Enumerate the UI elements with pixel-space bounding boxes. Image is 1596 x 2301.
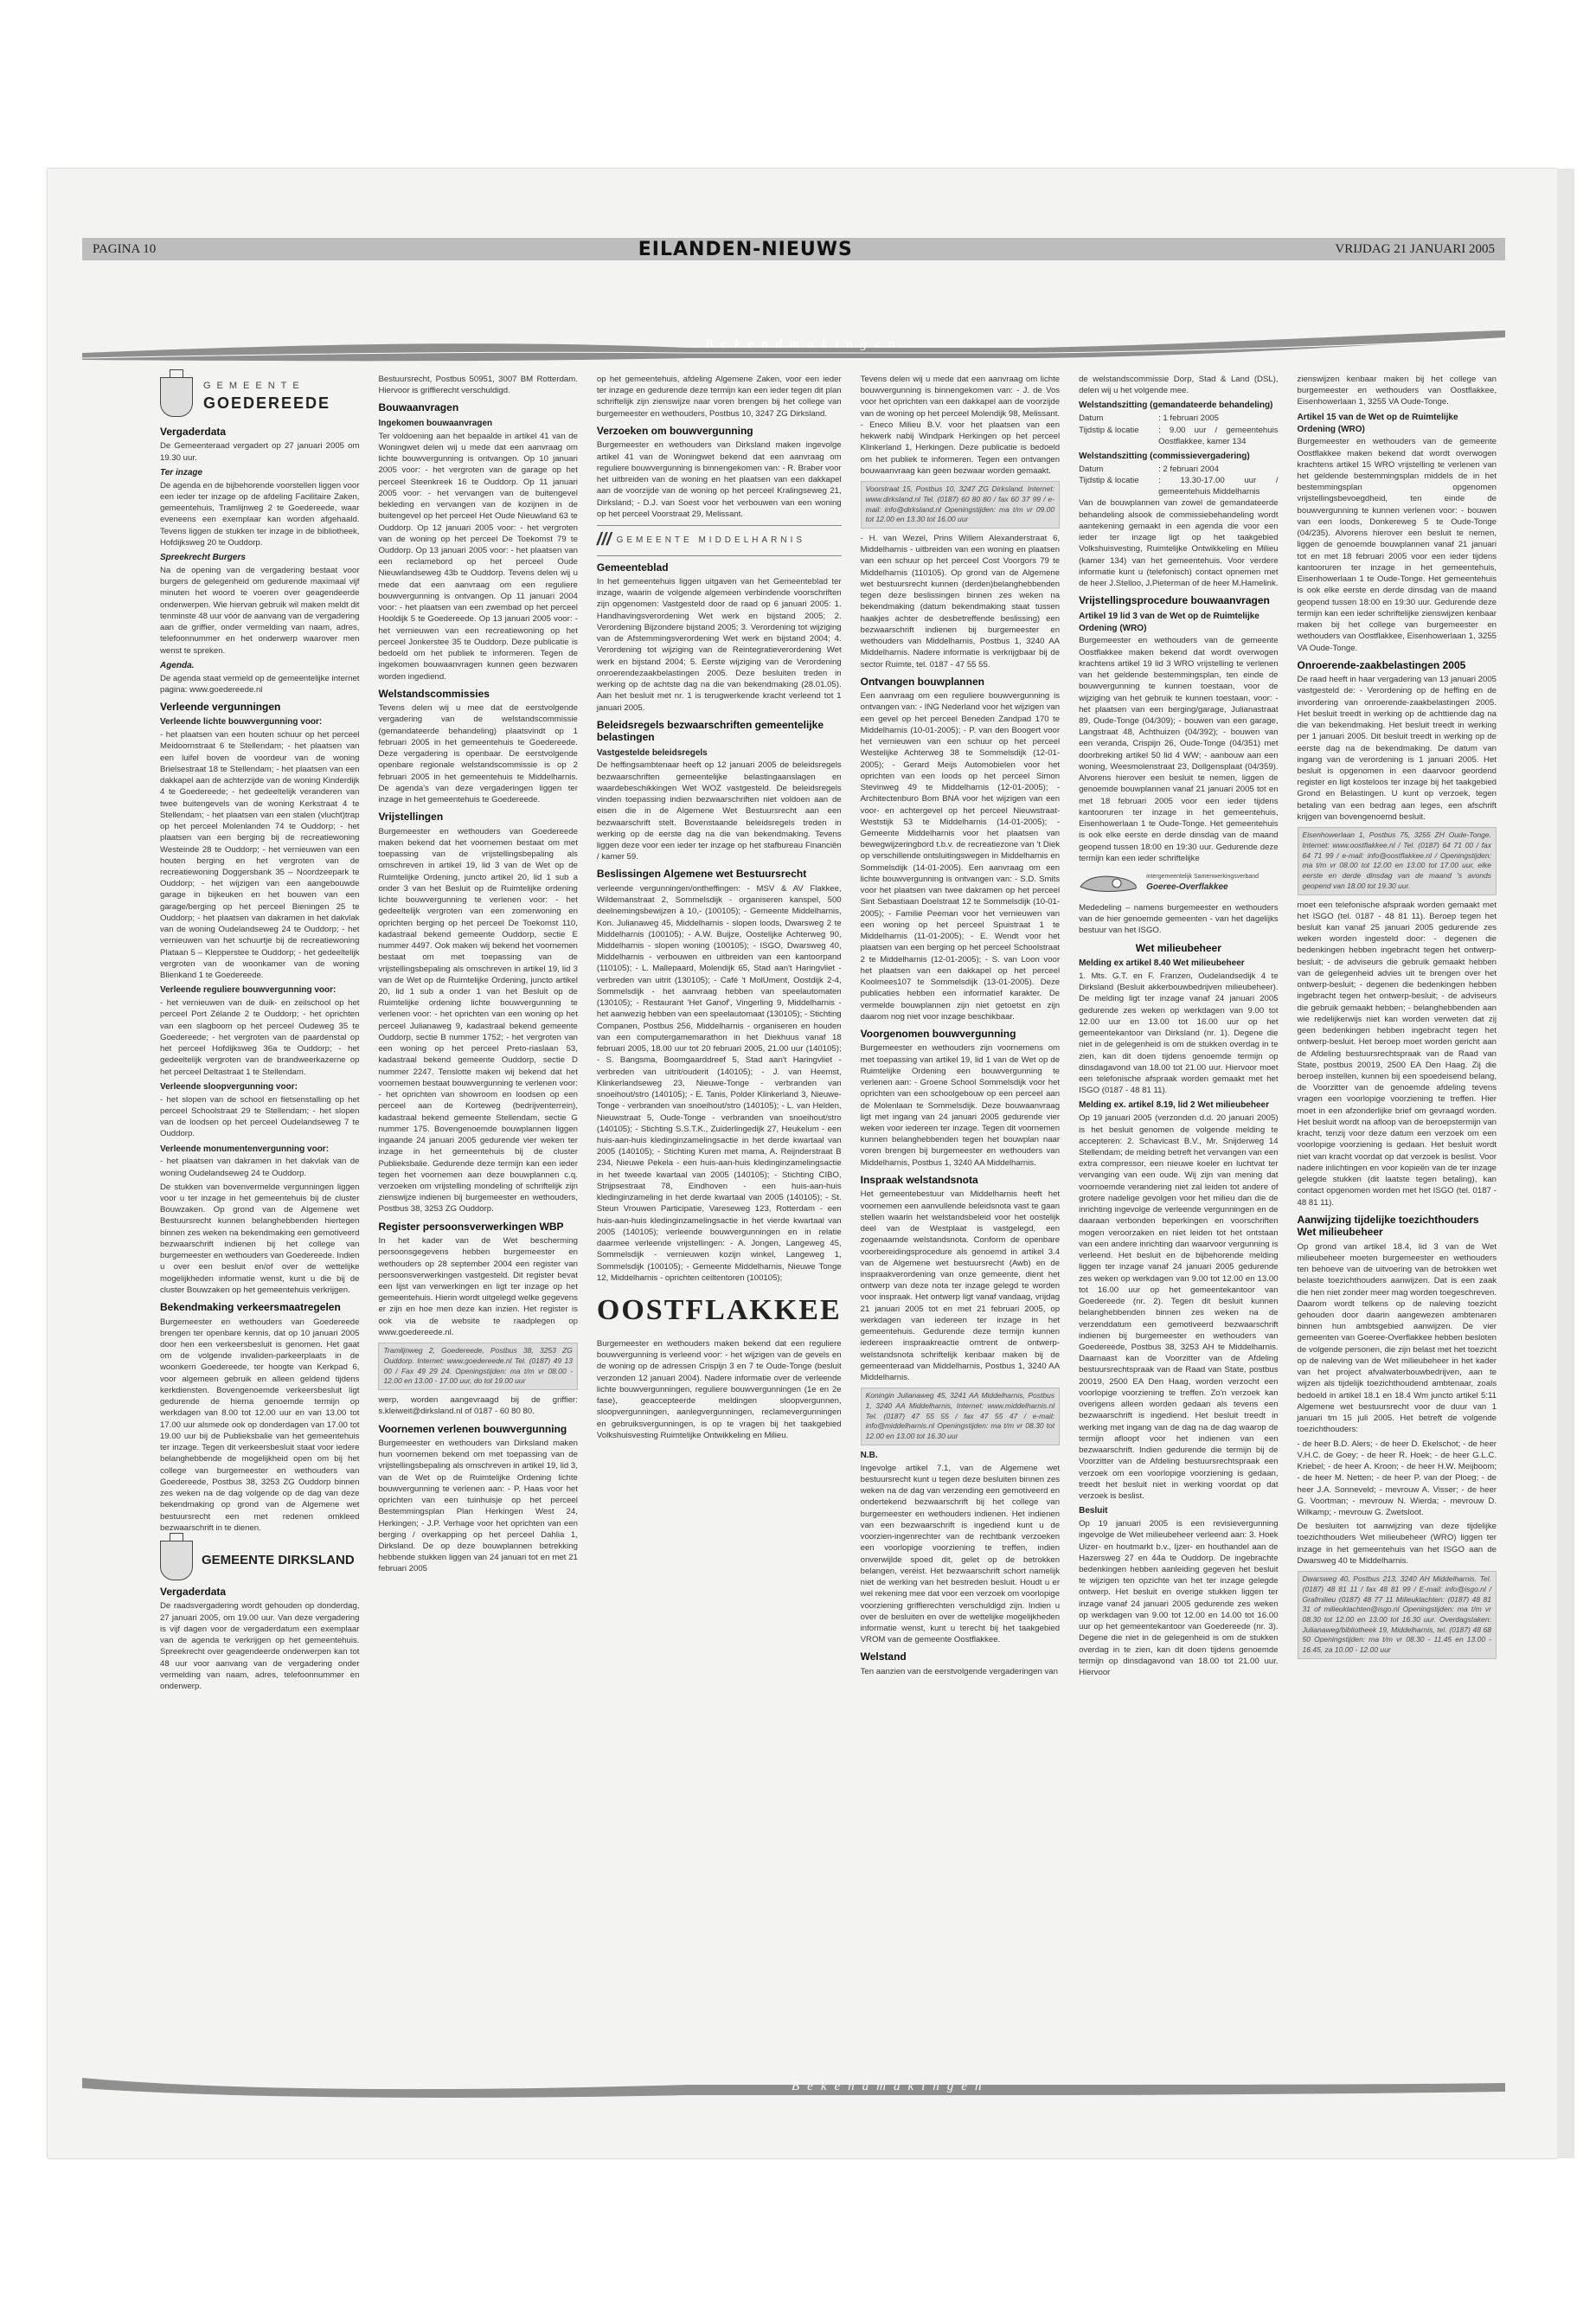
band-title: Bekendmakingen xyxy=(792,2080,990,2093)
paragraph: De besluiten tot aanwijzing van deze tijdelijke toezichthouders Wet milieubeheer (WRO) liggen ter inzage in het gemeentehuis van het ISGO aan de Dwarsweg 40 te Middelharnis. xyxy=(1297,1522,1497,1566)
label: Tijdstip & locatie xyxy=(1079,425,1139,435)
heading: Gemeenteblad xyxy=(596,561,669,574)
paragraph: Burgemeester en wethouders van Goedereede maken bekend dat het voornemen bestaat om met toepassing van de vrijstellingsbepaling als omschreven in artikel 19, lid 3 van de Wet op de Ruimtelijke Ordening, juncto artikel 20, lid 1 sub a onder 3 van het Besluit op de Ruimtelijke ordening lichte bouwvergunning te verlenen voor: - het gedeeltelijk vergroten van een zomerwoning en oprichten berging op het perceel De Toekomst 110, kadastraal bekend gemeente Ouddorp, sectie E nummer 4497. Ook maken wij bekend het voornemen bestaat om met toepassing van de vrijstellingsbepaling als omschreven in artikel 19, lid 3 van de Wet op de Ruimtelijke Ordening, juncto artikel 20, lid 1 sub a onder 1 van het Besluit op de Ruimtelijke ordening lichte bouwvergunning te verlenen voor: - het oprichten van een woning op het perceel Julianaweg 9, kadastraal bekend gemeente Ouddorp, sectie B nummer 1752; - het vergroten van een woning op het perceel Preto-riaslaan 53, kadastraal bekend gemeente Ouddorp, sectie D nummer 2247. Tenslotte maken wij bekend dat het voornemen bestaat bouwvergunning te verlenen voor: - het oprichten van showroom en loodsen op een perceel aan de Korteweg (bedrijventerrein), kadastraal bekend gemeente Stellendam, sectie G nummer 175. Bovengenoemde bouwplannen liggen ingaande 24 januari 2005 gedurende vier weken ter inzage in het gemeentehuis bij de cluster Publieksbalie. Gedurende deze termijn kan een ieder tegen het voornemen aan deze bouwplannen c.q. verzoeken om vrijstelling mondeling of schriftelijk zijn zienswijze indienen bij burgemeester en wethouders, Postbus 38, 3253 ZG Ouddorp. xyxy=(378,826,578,1215)
heading: Verzoeken om bouwvergunning xyxy=(596,424,753,437)
heading: Beleidsregels bezwaarschriften gemeentelijke belastingen xyxy=(596,718,824,744)
paragraph: De stukken van bovenvermelde vergunningen liggen voor u ter inzage in het gemeentehuis bij de cluster Bouwzaken. Op grond van de Algemene wet Bestuursrecht kunnen belanghebbenden hiertegen binnen zes weken na bekendmaking een gemotiveerd bezwaarschrift indienen bij het college van burgemeester en wethouders van Goedereede. Indien u over een besluit en/of over de wettelijke mogelijkheden informatie wenst, kunt u die bij de cluster Bouwzaken op het gemeentehuis verkrijgen. xyxy=(160,1182,360,1295)
column-6 xyxy=(1298,374,1497,2052)
paragraph: op het gemeentehuis, afdeling Algemene Zaken, voor een ieder ter inzage en gedurende deze termijn kan een ieder tegen dit plan schriftelijk zijn zienswijze naar voren brengen bij het college van burgemeester en wethouders, Postbus 10, 3247 ZG Dirksland. xyxy=(596,375,842,419)
isgo-subtitle: intergemeentelijk Samenwerkingsverband xyxy=(1146,874,1259,881)
paragraph: Burgemeester en wethouders maken bekend dat een reguliere bouwvergunning is verleend voor: - het wijzigen van de gevels en de woning op de adressen Crispijn 3 en 7 te Oude-Tonge (besluit verzonden 12 januari 2004). Nadere informatie over de verleende lichte bouwvergunningen, reguliere bouwvergunningen (1e en 2e fase), geaccepteerde meldingen sloopvergunnen, sloopvergunningen, aanlegvergunningen, reclamevergunningen en gebruiksvergunningen, is op te vragen bij het taakgebied Volkshuisvesting Ruimtelijke Ontwikkeling en Milieu. xyxy=(596,1338,842,1440)
middelharnis-logo xyxy=(597,525,842,556)
heading: Bouwaanvragen xyxy=(378,401,459,414)
column-3 xyxy=(597,374,842,2052)
column-2 xyxy=(378,374,577,2052)
column-4 xyxy=(861,374,1060,2052)
isgo-logo xyxy=(1079,871,1278,895)
paragraph: Het gemeentebestuur van Middelharnis heeft het voornemen een aanvullende beleidsnota vast te gaan stellen waarin het welstandsbeleid voor het oostelijk deel van de Westplaat is vastgelegd, een zogenaamde welstandsnota. Conform de openbare voorbereidingsprocedure als genoemd in artikel 3.4 van de Algemene wet bestuursrecht (Awb) en de inspraakverordening van onze gemeente, dient het ontwerp van deze nota ter inzage gelegd te worden voor inspraak. Het ontwerp ligt vanaf vandaag, vrijdag 21 januari 2005 tot en met 21 februari 2005, op werkdagen van iedereen ter inzage in het gemeentehuis. Gedurende deze termijn kunnen iedereen inspraakreactie omtrent de ontwerp-welstandsnota schriftelijk kenbaar maken bij de gemeenteraad van Middelharnis, Postbus 1, 3240 AA Middelharnis. xyxy=(860,1189,1061,1383)
paragraph: Ingevolge artikel 7.1, van de Algemene wet bestuursrecht kunt u tegen deze besluiten binnen zes weken na de dag van verzending een gemotiveerd en ondertekend bezwaarschrift bij het college van burgemeester en wethouders indienen. Het indienen van een bezwaarschrift is ingediend kunt u de voorzien-ingenrechter van de rechtbank verzoeken een voorlopige voorziening te treffen, indien onverwijlde spoed dit, gelet op de betrokken belangen, vereist. Het bezwaarschrift schort namelijk niet de werking van het bestreden besluit. Houdt u er wel rekening mee dat voor een verzoek om voorlopige voorziening griffierechten verschuldigd zijn. Indien u over de besluiten en over de wettelijke mogelijkheden informatie wenst, kunt u terecht bij het taakgebied VROM van de gemeente Oostflakkee. xyxy=(860,1463,1061,1645)
heading: Aanwijzing tijdelijke toezichthouders Wet milieubeheer xyxy=(1297,1213,1479,1239)
paragraph: In het kader van de Wet bescherming persoonsgegevens hebben burgemeester en wethouders op 28 september 2004 een register van persoonsverwerkingen vastgesteld. Dit register bevat een lijst van verwerkingen en ligt ter inzage op het gemeentehuis. Hierin wordt uitgelegd welke gegevens er zijn en hoe men deze kan inzien. Het register is ook via de website te raadplegen op www.goedereede.nl. xyxy=(378,1236,578,1337)
paragraph: Burgemeester en wethouders van Dirksland maken ingevolge artikel 41 van de Woningwet bekend dat een aanvraag om reguliere bouwvergunning is binnengekomen van: - R. Braber voor het uitbreiden van de woning en het plaatsen van een dakkapel aan de voorzijde van de woning op het perceel Kralingseweg 21, Dirksland; - D.J. van Soest voor het verbouwen van een woning op het perceel Voorstraat 29, Melissant. xyxy=(596,440,842,519)
next-page-edge xyxy=(1557,169,1574,2158)
heading: Vrijstellingen xyxy=(378,811,444,824)
band-title: Bekendmakingen xyxy=(705,337,903,351)
value: : 13.30-17.00 uur / gemeentehuis Middelharnis xyxy=(1158,476,1279,497)
subheading: Welstandszitting (commissievergadering) xyxy=(1079,451,1250,461)
oostflakkee-logo xyxy=(597,1291,842,1331)
subheading: Verleende lichte bouwvergunning voor: xyxy=(160,717,323,727)
address-box: Eisenhowerlaan 1, Postbus 75, 3255 ZH Oude-Tonge. Internet: www.oostflakkee.nl / Tel. (0187) 64 71 00 / fax 64 71 99 / e-mail: info@oostflakkee.nl / Openingstijden: ma t/m vr 08.00 tot 12.00 en 13.00 tot 17.00 uur, elke eerste en derde dinsdag van de maand 's avonds geopend van 18.00 tot 19.30 uur. xyxy=(1298,827,1497,894)
subheading: Artikel 19 lid 3 van de Wet op de Ruimtelijke Ordening (WRO) xyxy=(1079,611,1259,633)
paragraph: Tevens delen wij u mede dat een aanvraag om lichte bouwvergunning is binnengekomen van: - J. de Vos voor het oprichten van een dakkapel aan de voorzijde van de woning op het perceel Molendijk 98, Melissant. - Eneco Milieu B.V. voor het plaatsen van een hekwerk nabij Windpark Herkingen op het perceel Klinkerland 1, Herkingen. Deze publicatie is bedoeld om het publiek te informeren. Tegen een ontvangen bouwaanvraag kan geen bezwaar worden gemaakt. xyxy=(860,375,1061,476)
subheading: Besluit xyxy=(1079,1506,1108,1516)
paragraph: - het vernieuwen van de duik- en zeilschool op het perceel Port Zélande 2 te Ouddorp; - het oprichten van een slagboom op het perceel Oudeweg 35 te Goedereede; - het vergroten van de paardenstal op het perceel Hofdijksweg 36a te Ouddorp; - het gedeeltelijk vergroten van de brandweerkazerne op het perceel Deltastraat 1 te Stellendam. xyxy=(160,998,360,1077)
heading: Register persoonsverwerkingen WBP xyxy=(378,1220,564,1233)
page-header xyxy=(82,238,1505,260)
subheading: Agenda. xyxy=(160,660,195,670)
subheading: Artikel 15 van de Wet op de Ruimtelijke Ordening (WRO) xyxy=(1297,412,1458,434)
paragraph: Burgemeester en wethouders van Dirksland maken hun voornemen bekend om met toepassing van de vrijstellingsbepaling als omschreven in artikel 19, lid 3, van de Wet op de Ruimtelijke Ordening lichte bouwvergunning te verlenen aan: - P. Haas voor het oprichten van een tuinhuisje op het perceel Bestemmingsplan Plan Herkingen West 24, Herkingen; - J.P. Verhage voor het oprichten van een berging / overkapping op het perceel Dahlia 1, Dirksland. De op deze bouwplannen betrekking hebbende stukken liggen van 24 januari tot en met 21 februari 2005 xyxy=(378,1438,578,1574)
label: Datum xyxy=(1079,413,1104,424)
subheading: Melding ex artikel 8.40 Wet milieubeheer xyxy=(1079,958,1245,969)
bekendmakingen-band-bottom xyxy=(82,2059,1505,2100)
crest-icon xyxy=(160,377,193,417)
paragraph: Burgemeester en wethouders van de gemeente Oostflakkee maken bekend dat wordt overwogen krachtens artikel 19 lid 3 WRO vrijstelling te verlenen van het geldende bestemmingsplan, ten einde de bouwvergunning te kunnen toestaan, voor de wijziging van het gebruik te kunnen toestaan, voor: - het plaatsen van een berging/garage, Julianastraat 89, Oude-Tonge (04/309); - bouwen van een garage, Langstraat 48, Achthuizen (04/392); - bouwen van een veranda, Crispijn 26, Oude-Tonge (04/351) met doorbreking artikel 50 lid 4 WW; - aanbouw aan een woning, Weesmolenstraat 23, Dollgensplaat (04/359). Alvorens hierover een besluit te nemen, liggen de genoemde bouwplannen vanaf 21 januari 2005 tot en met 18 februari 2005 voor een ieder tijdens kantooruren ter inzage in het gemeentehuis, Eisenhowerlaan 1 te Oude-Tonge. Het gemeentehuis is ook elke eerste en derde dinsdag van de maand geopend tussen 18:00 en 19:30 uur. Gedurende deze termijn kan een ieder schriftelijke xyxy=(1079,636,1279,863)
heading: Onroerende-zaakbelastingen 2005 xyxy=(1297,658,1466,671)
logo-big-text: GOEDEREEDE xyxy=(203,394,331,413)
island-map-icon xyxy=(1079,871,1139,895)
logo-small-text: GEMEENTE xyxy=(203,381,305,391)
paragraph: De agenda en de bijbehorende voorstellen liggen voor een ieder ter inzage op de afdeling Facilitaire Zaken, gemeentehuis, Tramlijnweg 2 te Goedereede, waar eveneens een exemplaar kan worden afgehaald. Tevens liggen de stukken ter inzage in de bibliotheek, Hofdijksweg 20 te Ouddorp. xyxy=(160,480,360,548)
paragraph: Burgemeester en wethouders van de gemeente Oostflakkee maken bekend dat wordt overwogen krachtens artikel 15 WRO vrijstelling te verlenen van het geldende bestemmingsplan middels de in het bestemmingsplan opgenomen vrijstellingsbevoegdheid, ten einde de bouwvergunning te kunnen verlenen voor: - bouwen van een loods, Donkereweg 5 te Oude-Tonge (04/235). Alvorens hierover een besluit te nemen, liggen de genoemde bouwplannen vanaf 21 januari tot en met 18 februari 2005 voor een ieder tijdens kantooruren ter inzage in het gemeentehuis, Eisenhowerlaan 1 te Oude-Tonge. Het gemeentehuis is ook elke eerste en derde dinsdag van de maand geopend tussen 18:00 en 19:30 uur. Gedurende deze termijn kan een ieder schriftelijke zienswijzen kenbaar maken bij het college van burgemeester en wethouders van Oostflakkee, Eisenhowerlaan 1, 3255 VA Oude-Tonge. xyxy=(1297,437,1497,653)
paragraph: verleende vergunningen/ontheffingen: - MSV & AV Flakkee, Wildemanstraat 2, Sommelsdijk - organiseren kanspel, 500 deelnemingsbewijzen à 10,- (100105); - Gemeente Middelharnis, Kon. Julianaweg 45, Middelharnis - slopen loods, Dwarsweg 2 te Middelharnis (100105); - A.W. Buijze, Oostelijke Achterweg 90, Middelharnis - slopen woning (100105); - ISGO, Dwarsweg 40, Middelharnis - verbouwen en uitbreiden van een kantoorpand (110105); - L. Mallepaard, Molendijk 65, Stad aan't Haringvliet - verbreden van uitrit (130105); - Café 't MolUment, Oostdijk 2-4, Sommelsdijk - het aanvraag hebben van speelautomaten (130105); - Restaurant 'Het Ganof', Vingerling 9, Middelharnis - het aanwezig hebben van een speelautomaat (130105); - Stichting Companen, Postbus 256, Middelharnis - organiseren en houden van een computergamemarathon in het Diekhuus vanaf 18 februari 2005, 18.00 uur tot 20 februari 2005, 21.00 uur (140105); - S. Bangsma, Boomgaarddreef 5, Stad aan't Haringvliet - verbreden van uitrit/ouderit (140105); - J. van Heemst, Klinkerlandseweg 23, Nieuwe-Tonge - verbranden van snoeihout/stro (140105); - E. Tanis, Polder Klinkerland 3, Nieuwe-Tonge - verbranden van snoeihout/stro (140105); - L. van Helden, Nieuwstraat 5, Oude-Tonge - verbranden van snoeihout/stro (140105); - Stichting S.S.T.K., Zuiderlingedijk 27, Heukelum - een huis-aan-huis kledinginzamelingsactie in het derde kwartaal van 2005 (140105); - Stichting Kuren met mama, A. Reijnderstraat B 234, Nieuwe Pekela - een huis-aan-huis kledinginzamelingsactie in het tweede kwartaal van 2005 (140105); - Stichting CIBO, Strijpsestraat 78, Eindhoven - een huis-aan-huis kledinginzameling in het derde kwartaal van 2005 (140105); - St. Steun Vrouwen Participatie, Vareseweg 123, Rotterdam - een huis-aan-huis kledinginzamelingsactie in het vierde kwartaal van 2005 (140105); verleende bouwvergunningen en in relatie daarmee verleende vrijstellingen: - A. Jongen, Langeweg 45, Sommelsdijk - vernieuwen kozijn winkel, Langeweg 1, Sommelsdijk (100105); - Gemeente Middelharnis, Nieuwe Tonge 12, Middelharnis - oprichten ceiltentoren (100105); xyxy=(596,883,842,1283)
label: Tijdstip & locatie xyxy=(1079,476,1139,485)
middelharnis-name: GEMEENTE MIDDELHARNIS xyxy=(616,535,806,545)
value: : 9.00 uur / gemeentehuis Oostflakkee, kamer 134 xyxy=(1158,425,1279,446)
paragraph: De agenda staat vermeld op de gemeentelijke internet pagina: www.goedereede.nl xyxy=(160,673,360,695)
heading: Vergaderdata xyxy=(160,426,227,438)
paragraph: In het gemeentehuis liggen uitgaven van het Gemeenteblad ter inzage, waarin de volgende algemeen verbindende voorschriften zijn opgenomen: Vastgesteld door de raad op 6 januari 2005: 1. Handhavingsverordening Wet werk en bijstand 2005; 2. Verordening Bijzondere bijstand 2005; 3. Verordening tot wijziging van de Afstemmingsverordening Wet werk en bijstand 2004; 4. Verordening tot wijziging van de Reintegratieverordening Wet werk en bijstand 2004; 5. Eerste wijziging van de Verordening onroerendezaakbelastingen 2005. Deze besluiten treden in werking op de achtste dag na die van bekendmaking (28.01.05). Aan het besluit met nr. 1 is terugwerkende kracht verleend tot 1 januari 2005. xyxy=(596,576,842,713)
subheading: Verleende monumentenvergunning voor: xyxy=(160,1144,330,1154)
column-5 xyxy=(1079,374,1278,2052)
paragraph: - het plaatsen van een houten schuur op het perceel Meidoornstraat 6 te Stellendam; - het plaatsen van een luifel boven de voordeur van de woning Brielsestraat 18 te Stellendam; - het plaatsen van een dakkapel aan de achterzijde van de woning Kinderdijk 4 te Goedereede; - het gedeeltelijk veranderen van twee buitengevels van de woning Kerkstraat 4 te Stellendam; - het plaatsen van een stalen (vlucht)trap op het perceel Molenlanden 74 te Ouddorp; - het plaatsen van een berging bij de recreatiewoning Westeinde 28 te Ouddorp; - het vernieuwen van een houten berging en het vergroten van de recreatiewoning Doggersbank 35 – Noordzeepark te Ouddorp; - het wijzigen van een aangebouwde garage in bijkeuken en het bouwen van een garage/berging op het perceel Bieningen 25 te Ouddorp; - het plaatsen van dakramen in het dakvlak van de woning Oudelandseweg 24 te Ouddorp; - het vernieuwen van het schuurtje bij de recreatiewoning Plataan 5 – Klepperstee te Ouddorp; - het gedeeltelijk vergroten van de woonkamer van de woning Blienkand 1 te Goedereede. xyxy=(160,730,360,981)
heading: Voornemen verlenen bouwvergunning xyxy=(378,1422,567,1435)
heading: Welstand xyxy=(860,1650,907,1663)
heading: Wet milieubeheer xyxy=(1135,941,1221,954)
paragraph: Een aanvraag om een reguliere bouwvergunning is ontvangen van: - ING Nederland voor het wijzigen van een gevel op het perceel Beneden Zandpad 170 te Middelharnis (10-01-2005); - P. van den Boogert voor het vernieuwen van een schuur op het perceel Westelijke Achterweg 38 te Sommelsdijk (12-01-2005); - Gerard Meijs Automobielen voor het oprichten van een loods op het perceel Simon Stevinweg 49 te Middelharnis (12-01-2005); - Architectenburo Bom BNA voor het wijzigen van een voor- en achtergevel op het perceel Nieuwstraat-Weststijk 53 te Middelharnis (14-01-2005); - Gemeente Middelharnis voor het plaatsen van bewegwijzeringbord t.b.v. de recreatiezone van 't Diek op verschillende ontsluitingswegen in Middelharnis en Sommelsdijk (14-01-2005). Een aanvraag om een lichte bouwvergunning is ontvangen van: - S.D. Smits voor het plaatsen van twee dakramen op het perceel Sint Sebastiaan Doelstraat 12 te Sommelsdijk (10-01-2005); - Familie Peeman voor het vernieuwen van een woning op het perceel Spuistraat 1 te Middelharnis (11-01-2005); - E. Wendt voor het plaatsen van een berging op het perceel Schoolstraat 2 te Middelharnis (12-01-2005); - S. van Loon voor het plaatsen van een dakkapel op het perceel Koolmees107 te Sommelsdijk (13-01-2005). Deze publicaties hebben een informatief karakter. De vermelde bouwplannen zijn niet getoetst en zijn daarom nog niet voor inzage beschikbaar. xyxy=(860,691,1061,1022)
masthead: EILANDEN-NIEUWS xyxy=(638,238,853,260)
page-number: PAGINA 10 xyxy=(93,241,157,256)
address-box: Tramlijnweg 2, Goedereede, Postbus 38, 3253 ZG Ouddorp. Internet: www.goedereede.nl Tel. (0187) 49 13 00 / Fax 49 29 24. Openingstijden: ma t/m vr 08.00 - 12.00 en 13.00 - 17.00 uur, do tot 19.00 uur xyxy=(378,1343,577,1390)
heading: Inspraak welstandsnota xyxy=(860,1173,978,1186)
subheading: N.B. xyxy=(860,1450,878,1460)
heading: Welstandscommissies xyxy=(378,687,490,700)
paragraph: De raadsvergadering wordt gehouden op donderdag, 27 januari 2005, om 19.00 uur. Van deze vergadering is vijf dagen voor de vergaderdatum een exemplaar van de agenda te verkrijgen op het gemeentehuis. Spreekrecht over geagendeerde onderwerpen kan tot 48 uur voor aanvang van de vergadering onder vermelding van naam, adres, telefoonnummer en onderwerp. xyxy=(160,1601,360,1691)
paragraph: Op grond van artikel 18.4, lid 3 van de Wet milieubeheer moeten burgemeester en wethouders ten behoeve van de uitvoering van de betrokken wet belaste toezichthouders aanwijzen. Dat is een zaak die hen niet zonder meer mag worden toegeschreven. Daarom wordt telkens op de naleving toezicht gehouden door daarin aangewezen ambtenaren binnen hun ambtsgebied aanwijzen. De vier gemeenten van Goeree-Overflakkee hebben besloten de volgende personen, die zijn belast met het toezicht op de naleving van de Wet milieubeheer in het kader van het project afvalwaterbouwbedrijven, aan te wijzen als tijdelijk toezichthoudend ambtenaar, zoals bedoeld in artikel 18.1 en 18.4 Wm juncto artikel 5:11 Algemene wet bestuursrecht voor de duur van 1 januari tm 15 juli 2005. Het betreft de volgende toezichthouders: xyxy=(1297,1241,1497,1435)
notice-columns xyxy=(160,374,1497,2052)
heading: Ontvangen bouwplannen xyxy=(860,675,984,688)
subheading: Verleende reguliere bouwvergunning voor: xyxy=(160,985,337,996)
paragraph: werp, worden aangevraagd bij de griffier: s.kleiweit@dirksland.nl of 0187 - 60 80 80. xyxy=(378,1395,578,1417)
address-box: Koningin Julianaweg 45, 3241 AA Middelharnis, Postbus 1, 3240 AA Middelharnis, Internet: www.middelharnis.nl Tel. (0187) 47 55 55 / fax 47 55 47 / e-mail: info@middelharnis.nl Openingstijden: ma t/m vr 08.30 tot 12.00 en 13.00 tot 16.30 uur xyxy=(861,1388,1060,1445)
paragraph: De raad heeft in haar vergadering van 13 januari 2005 vastgesteld de: - Verordening op de heffing en de invordering van onroerende-zaakbelastingen 2005. Het besluit treedt in werking op de achttiende dag na die van bekendmaking. Het besluit treedt in werking per 1 januari 2005. Dit besluit treedt in werking op de eerste dag na de bekendmaking. De datum van ingang van de verordening is 1 januari 2005. Het besluit is opgenomen in een daarvoor geordend register en ligt kosteloos ter inzage bij het taakgebied Grond en Belastingen. U kunt op verzoek, tegen betaling van een bedrag aan leges, een afschrift krijgen van bovengenoemd besluit. xyxy=(1297,675,1497,822)
heading: Voorgenomen bouwvergunning xyxy=(860,1027,1016,1040)
heading: Beslissingen Algemene wet Bestuursrecht xyxy=(596,868,807,881)
crest-icon xyxy=(160,1541,193,1580)
paragraph: Burgemeester en wethouders van Goedereede brengen ter openbare kennis, dat op 10 januari 2005 door hen een verkeersbesluit is genomen. Het gaat om de volgende invaliden-parkeerplaats in de woonkern Goedereede, ter hoogte van Kerkpad 6, voor algemeen gebruik en alleen geldend tijdens kerkdiensten. Bovengenoemde verkeersbesluit ligt gedurende de hierna genoemde termijn op werkdagen van 8.00 tot 12.00 uur en van 13.00 tot 17.00 uur alsmede ook op donderdagen van 17.00 tot 19.00 uur bij de Publieksbalie van het gemeentehuis ter inzage. Tegen dit verkeersbesluit staat voor iedere belanghebbende de mogelijkheid open om bij het college van burgemeester en wethouders van Goedereede, Postbus 38, 3253 ZG Ouddorp binnen zes weken na de dag volgende op de dag van deze bekendmaking op grond van de Algemene wet bestuursrecht een met redenen omkleed bezwaarschrift in te dienen. xyxy=(160,1317,360,1533)
label: Datum xyxy=(1079,464,1104,474)
subheading: Ingekomen bouwaanvragen xyxy=(378,418,493,428)
paragraph: moet een telefonische afspraak worden gemaakt met het ISGO (tel. 0187 - 48 81 11). Beroep tegen het besluit kan vanaf 25 januari 2005 gedurende zes weken worden ingesteld door: - degenen die bedenkingen hebben ingebracht tegen het ontwerp-besluit; - de adviseurs die gebruik gemaakt hebben van de gelegenheid advies uit te brengen over het ontwerp-besluit; - degenen die bedenkingen hebben ingebracht tegen het ontwerp-besluit; - de adviseurs die gebruik gemaakt hebben; - belanghebbenden aan wie redelijkerwijs niet kan worden verweten dat zij geen bedenkingen hebben ingebracht tegen het ontwerp-besluit. Het beroep moet worden gericht aan de Afdeling bestuursrechtspraak van de Raad van State, postbus 20019, 2500 EA Den Haag. Zij die beroep instellen, kunnen bij een spoedeisend belang, de Voorzitter van de genoemde afdeling tevens vragen een voorlopige voorziening te treffen. Hier moet in een afzonderlijke brief om gevraagd worden. Het besluit wordt na afloop van de beroepstermijn van kracht, tenzij voor deze datum een verzoek om een voorlopige voorziening is gedaan. Het besluit wordt niet van kracht voordat op dat verzoek is beslist. Voor nadere inlichtingen en voor kopieën van de ter inzage gelegde stukken (dit laatste tegen betaling), kan contact opgenomen worden met het ISGO (tel. 0187 - 48 81 11). xyxy=(1297,900,1497,1208)
subheading: Welstandszitting (gemandateerde behandeling) xyxy=(1079,401,1273,411)
heading: Vergaderdata xyxy=(160,1585,227,1598)
value: : 1 februari 2005 xyxy=(1158,413,1219,424)
paragraph: - H. van Wezel, Prins Willem Alexanderstraat 6, Middelharnis - uitbreiden van een woning en plaatsen van een schuur op het perceel Cost Voorgors 79 te Middelharnis (110105). Op grond van de Algemene wet bestuursrecht kunnen (derden)belanghebbenden tegen deze beslissingen binnen zes weken na bekendmaking (datum bekendmaking staat tussen haakjes achter de desbetreffende beslissing) een bezwaarschrift indienen bij burgemeester en wethouders van Middelharnis, Postbus 1, 3240 AA Middelharnis. Nadere informatie is verkrijgbaar bij de sector Ruimte, tel. 0187 - 47 55 55. xyxy=(860,533,1061,670)
subheading: Ter inzage xyxy=(160,467,203,478)
paragraph: Burgemeester en wethouders zijn voornemens om met toepassing van artikel 19, lid 1 van de Wet op de Ruimtelijke Ordening een bouwvergunning te verlenen aan: - Groene School Sommelsdijk voor het oprichten van een schoolgebouw op een perceel aan de Molenlaan te Sommelsdijk. Deze bouwaanvraag ligt met ingang van 24 januari 2005 gedurende vier weken voor iedereen ter inzage. Tegen dit voornemen kunnen belanghebbenden tegen het bouwplan naar voren brengen bij burgemeester en wethouders van Middelharnis, Postbus 1, 3240 AA Middelharnis. xyxy=(860,1043,1061,1168)
paragraph: - het plaatsen van dakramen in het dakvlak van de woning Oudelandseweg 24 te Ouddorp. xyxy=(160,1157,360,1178)
sitting-table xyxy=(1079,413,1278,447)
paragraph: Mededeling – namens burgemeester en wethouders van de hier genoemde gemeenten - van het dagelijks bestuur van het ISGO. xyxy=(1079,903,1279,936)
paragraph: De Gemeenteraad vergadert op 27 januari 2005 om 19.30 uur. xyxy=(160,441,360,463)
column-goedereede xyxy=(160,374,359,2052)
paragraph: Van de bouwplannen van zowel de gemandateerde behandeling alsook de commissiebehandeling wordt aantekening gemaakt in een agenda die voor een ieder ter inzage ligt op het taakgebied Volkshuisvesting, Ruimtelijke Ontwikkeling en Milieu (kamer 134) van het gemeentehuis. Voor verdere informatie kunt u (telefonisch) contact opnemen met de heer J.Stelloo, J.Pieterman of de heer M.Hamelink. xyxy=(1079,498,1279,589)
address-box: Voorstraat 15, Postbus 10, 3247 ZG Dirksland. Internet: www.dirksland.nl Tel. (0187) 60 80 80 / fax 60 37 99 / e-mail: info@dirksland.nl Openingstijden: ma t/m vr 09.00 tot 12.00 en 13.30 tot 16.00 uur xyxy=(861,481,1060,529)
paragraph: Na de opening van de vergadering bestaat voor burgers de gelegenheid om gedurende maximaal vijf minuten het woord te voeren over geagendeerde onderwerpen. Wie hiervan gebruik wil maken meldt dit tenminste 48 uur vóór de aanvang van de vergadering aan de griffier, onder vermelding van naam, adres, telefoonnummer en het onderwerp waarover men wenst te spreken. xyxy=(160,565,360,656)
paragraph: Op 19 januari 2005 (verzonden d.d. 20 januari 2005) is het besluit genomen de volgende melding te accepteren: 2. Schavicast B.V., Mr. Snijderweg 14 Stellendam; de melding betreft het vervangen van een extra compressor, een nieuwe koeler en luchtvat ter vervanging van een oude. Wij zijn van mening dat voornoemde verandering niet zal leiden tot andere of grotere nadelige gevolgen voor het milieu dan die de inrichting ingevolge de verleende vergunningen en de daaraan verbonden beperkingen en voorschriften mogen veroorzaken en niet leiden tot het ontstaan van een andere inrichting dan waarvoor vergunning is verleend. Het besluit en de bijbehorende melding liggen ter inzage vanaf 24 januari 2005 gedurende zes weken op werkdagen van 9.00 tot 12.00 en 13.00 tot 16.00 uur op het gemeentekantoor van Goedereede (nr. 2). Tegen dit besluit kunnen belanghebbenden binnen zes weken na de verzenddatum een gemotiveerd bezwaarschrift indienen bij burgemeester en wethouders van Goedereede, Postbus 38, 3253 AH te Middelharnis. Daarnaast kan de Voorzitter van de Afdeling bestuursrechtspraak van de Raad van State, postbus 20019, 2500 EA Den Haag, worden verzocht een voorlopige voorziening te treffen. Zo'n verzoek kan overigens alleen worden gedaan als tevens een bezwaarschrift is ingediend. Het besluit treedt in werking met ingang van de dag na de dag waarop de termijn afloopt voor het indienen van een bezwaarschrift. Indien gedurende die termijn bij de Voorzitter van de Afdeling bestuursrechtspraak een verzoek om een voorlopige voorziening is gedaan, treedt het besluit niet in werking voordat op dat verzoek is beslist. xyxy=(1079,1113,1279,1502)
oostflakkee-name: OOSTFLAKKEE xyxy=(596,1294,842,1327)
paragraph: Bestuursrecht, Postbus 50951, 3007 BM Rotterdam. Hiervoor is griffierecht verschuldigd. xyxy=(378,375,578,396)
middelharnis-mark-icon: /// xyxy=(596,529,612,549)
paragraph: Op 19 januari 2005 is een revisievergunning ingevolge de Wet milieubeheer verleend aan: 3. Hoek Uizer- en houtmarkt b.v., Ijzer- en houthandel aan de Hazersweg 27 en 44a te Ouddorp. De ingebrachte bedenkingen hebben aanleiding gegeven het besluit te wijzigen ten opzichte van het ter inzage gelegde ontwerp. Het besluit en overige stukken liggen ter inzage vanaf 24 januari 2005 gedurende zes weken op werkdagen van 9.00 tot 12.00 en 14.00 tot 16.00 uur op het gemeentekantoor van Goedereede (nr. 3). Degene die niet in de gelegenheid is om de stukken overdag in te zien, kan dit doen tijdens genoemde termijn op dinsdagavond van 18.00 tot 21.00 uur. Hiervoor xyxy=(1079,1519,1279,1678)
heading: Verleende vergunningen xyxy=(160,701,281,713)
heading: Bekendmaking verkeersmaatregelen xyxy=(160,1301,341,1314)
isgo-title: Goeree-Overflakkee xyxy=(1146,881,1228,892)
subheading: Spreekrecht Burgers xyxy=(160,553,246,563)
paragraph: 1. Mts. G.T. en F. Franzen, Oudelandsedijk 4 te Dirksland (Besluit akkerbouwbedrijven milieubeheer). De melding ligt ter inzage vanaf 24 januari 2005 gedurende zes weken op werkdagen van 9.00 tot 12.00 uur en 13.00 tot 16.00 uur op het gemeentekantoor van Dirksland (nr. 1). Degene die niet in de gelegenheid is om de stukken overdag in te zien, kan dit doen tijdens genoemde termijn op dinsdagavond van 18.00 tot 21.00 uur. Hiervoor moet een telefonische afspraak worden gemaakt met het ISGO (0187 - 48 81 11). xyxy=(1079,971,1279,1096)
paragraph: Ter voldoening aan het bepaalde in artikel 41 van de Woningwet delen wij u mede dat een aanvraag om lichte bouwvergunning is ontvangen. Op 10 januari 2005 voor: - het vergroten van de garage op het perceel Steenkreek 16 te Ouddorp. Op 11 januari 2005 voor: - het vervangen van de buitengevel bekleding en vervangen van de kozijnen in de buitengevel op het perceel Het Oude Nieuwland 63 te Ouddorp. Op 12 januari 2005 voor: - het vergroten van de woning op het perceel De Toekomst 79 te Ouddorp. Op 13 januari 2005 voor: - het plaatsen van een reclamebord op het perceel Oude Nieuwlandseweg 43b te Ouddorp. Tevens delen wij u mede dat een aanvraag om een reguliere bouwvergunning is ontvangen. Op 11 januari 2004 voor: - het plaatsen van een zwembad op het perceel Hooldijk 5 te Goedereede. Op 13 januari 2005 voor: - het vernieuwen van een recreatiewoning op het perceel Jonkerstee 35 te Ouddorp. Deze publicatie is bedoeld om het publiek te informeren. Tegen de ingekomen bouwaanvragen kunnen geen bezwaren worden ingediend. xyxy=(378,431,578,682)
subheading: Melding ex. artikel 8.19, lid 2 Wet milieubeheer xyxy=(1079,1100,1269,1111)
issue-date: VRIJDAG 21 JANUARI 2005 xyxy=(1335,241,1495,256)
paragraph: de welstandscommissie Dorp, Stad & Land (DSL), delen wij u het volgende mee. xyxy=(1079,375,1279,396)
paragraph: Ten aanzien van de eerstvolgende vergaderingen van xyxy=(860,1666,1058,1676)
sitting-table xyxy=(1079,464,1278,498)
paragraph: zienswijzen kenbaar maken bij het college van burgemeester en wethouders van Oostflakkee, Eisenhowerlaan 1, 3255 VA Oude-Tonge. xyxy=(1297,375,1497,407)
value: : 2 februari 2004 xyxy=(1158,464,1219,474)
bekendmakingen-band-top xyxy=(82,327,1505,369)
dirksland-logo xyxy=(160,1541,359,1580)
address-box: Dwarsweg 40, Postbus 213, 3240 AH Middelharnis. Tel. (0187) 48 81 11 / fax 48 81 99 / E-mail: info@isgo.nl / Grafmilieu (0187) 48 77 11 Milieuklachten: (0187) 48 81 31 of milieuklachten@isgo.nl Openingstijden: ma t/m vr 08.30 tot 12.00 en 13.00 tot 16.30 uur. Overdagstaken: Julianaweg/bibliotheek 19, Middelharnis, tel. (0187) 48 68 50 Openingstijden: ma t/m vr 08.30 - 11.45 en 13.00 - 16.45, za 10.00 - 12.00 uur xyxy=(1298,1571,1497,1659)
paragraph: Tevens delen wij u mee dat de eerstvolgende vergadering van de welstandscommissie (gemandateerde behandeling) plaatsvindt op 1 februari 2005 in het gemeentehuis te Goedereede. Deze vergadering is openbaar. De eerstvolgende openbare regionale welstandscommissie is op 2 februari 2005 in het gemeentehuis te Middelharnis. De agenda's van deze vergaderingen liggen ter inzage in het gemeentehuis te Goedereede. xyxy=(378,703,578,805)
heading: Vrijstellingsprocedure bouwaanvragen xyxy=(1079,594,1270,607)
paragraph: De heffingsambtenaar heeft op 12 januari 2005 de beleidsregels bezwaarschriften gemeentelijke belastingaanslagen en waardebeschikkingen Wet WOZ vastgesteld. De beleidsregels vinden toepassing indien bezwaarschriften niet voldoen aan de eisen die in de Algemene Wet Bestuursrecht aan een bezwaarschrift stelt. Bovenstaande beleidsregels treden in werking op de eerste dag na die van bekendmaking. Tevens liggen deze voor een ieder ter inzage op het stafbureau Financiën / kamer 59. xyxy=(596,760,842,862)
subheading: Vastgestelde beleidsregels xyxy=(596,747,708,758)
goedereede-logo xyxy=(160,377,359,417)
dirksland-name: GEMEENTE DIRKSLAND xyxy=(202,1552,355,1567)
subheading: Verleende sloopvergunning voor: xyxy=(160,1081,298,1092)
paragraph: - de heer B.D. Alers; - de heer D. Ekelschot; - de heer V.H.C. de Goey; - de heer R. Hoek; - de heer G.L.C. Kriebel; - de heer A. Kroon; - de heer H.W. Meijboom; - de heer M. Netten; - de heer P. van der Ploeg; - de heer J.A. Sonneveld; - mevrouw A. Visser; - de heer G. Voortman; - mevrouw N. Wierda; - mevrouw D. Wilkamp; - mevrouw G. Zwetsloot. xyxy=(1297,1439,1497,1517)
paragraph: - het slopen van de school en fietsenstalling op het perceel Schoolstraat 29 te Stellendam; - het slopen van de loodsen op het perceel Oudelandseweg 7 te Ouddorp. xyxy=(160,1094,360,1139)
